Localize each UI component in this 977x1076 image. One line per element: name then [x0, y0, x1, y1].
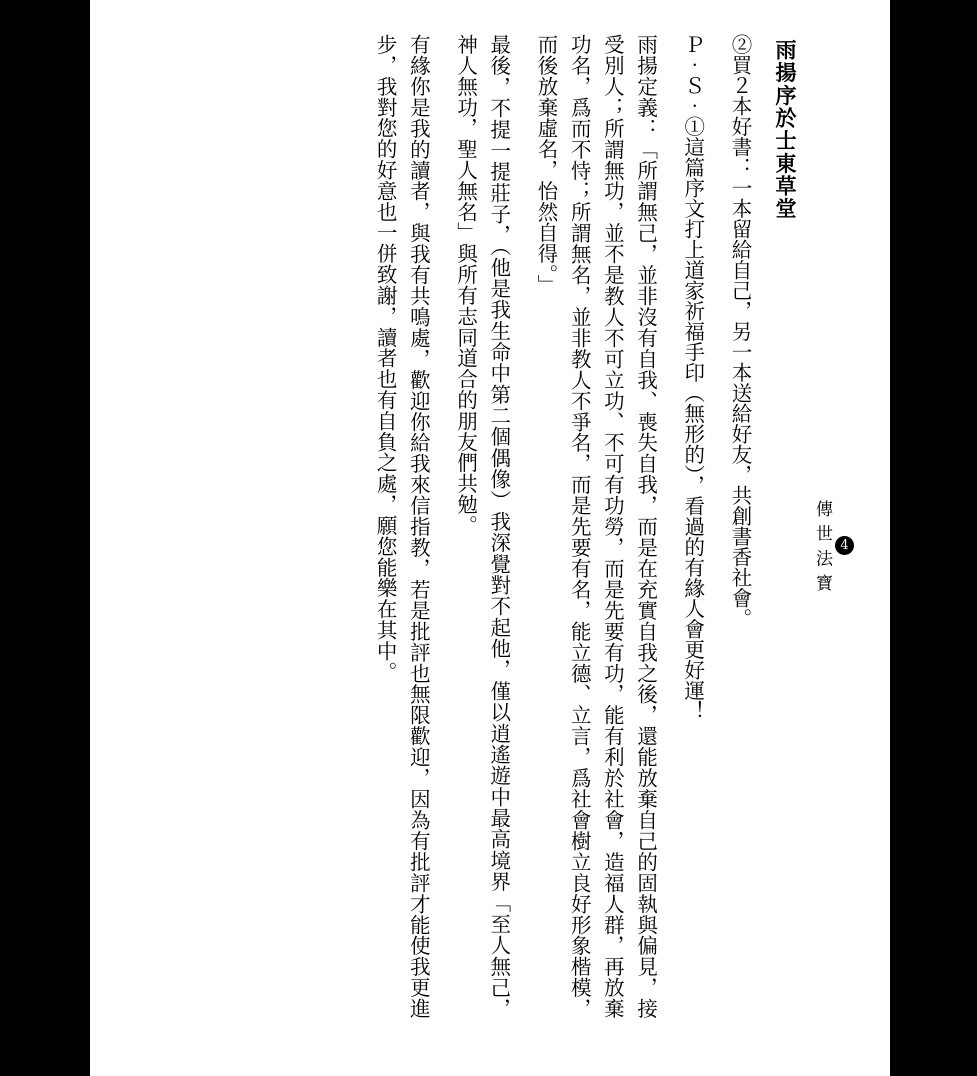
- postscript-item-2: ②買２本好書：一本留給自己，另一本送給好友，共創書香社會。: [728, 34, 752, 629]
- running-head: [810, 500, 854, 599]
- body-text-block: [368, 34, 800, 1024]
- paragraph-2: 最後，不提一提莊子，（他是我生命中第二個偶像）我深覺對不起他，僅以逍遙遊中最高境界「至人無己，神人無功，聖人無名」與所有志同道合的朋友們共勉。: [453, 34, 511, 1019]
- paragraph-3: 雨揚定義：「所謂無己，並非沒有自我、喪失自我，而是在充實自我之後，還能放棄自己的固執與偏見，接受別人；所謂無功，並不是教人不可立功、不可有功勞，而是先要有功，能有利於社會，造福人群，再放棄功名，爲而不恃；所謂無名，並非教人不爭名，而是先要有名，能立德、立言，爲社會樹立良好形象楷模，而後放棄虛名，怡然自得。」: [533, 34, 658, 1019]
- page-number: 4: [835, 536, 854, 555]
- paragraph-1: 有緣你是我的讀者，與我有共鳴處，歡迎你給我來信指教，若是批評也無限歡迎，因為有批評才能使我更進步，我對您的好意也一併致謝，讀者也有自負之處，願您能樂在其中。: [373, 34, 431, 1019]
- running-head-title: 傳世法寶: [812, 500, 832, 599]
- book-page: [90, 0, 890, 1076]
- signature: 雨揚序於士東草堂: [773, 39, 798, 221]
- postscript-item-1: Ｐ‧Ｓ‧①這篇序文打上道家祈福手印（無形的），看過的有緣人會更好運！: [680, 34, 705, 721]
